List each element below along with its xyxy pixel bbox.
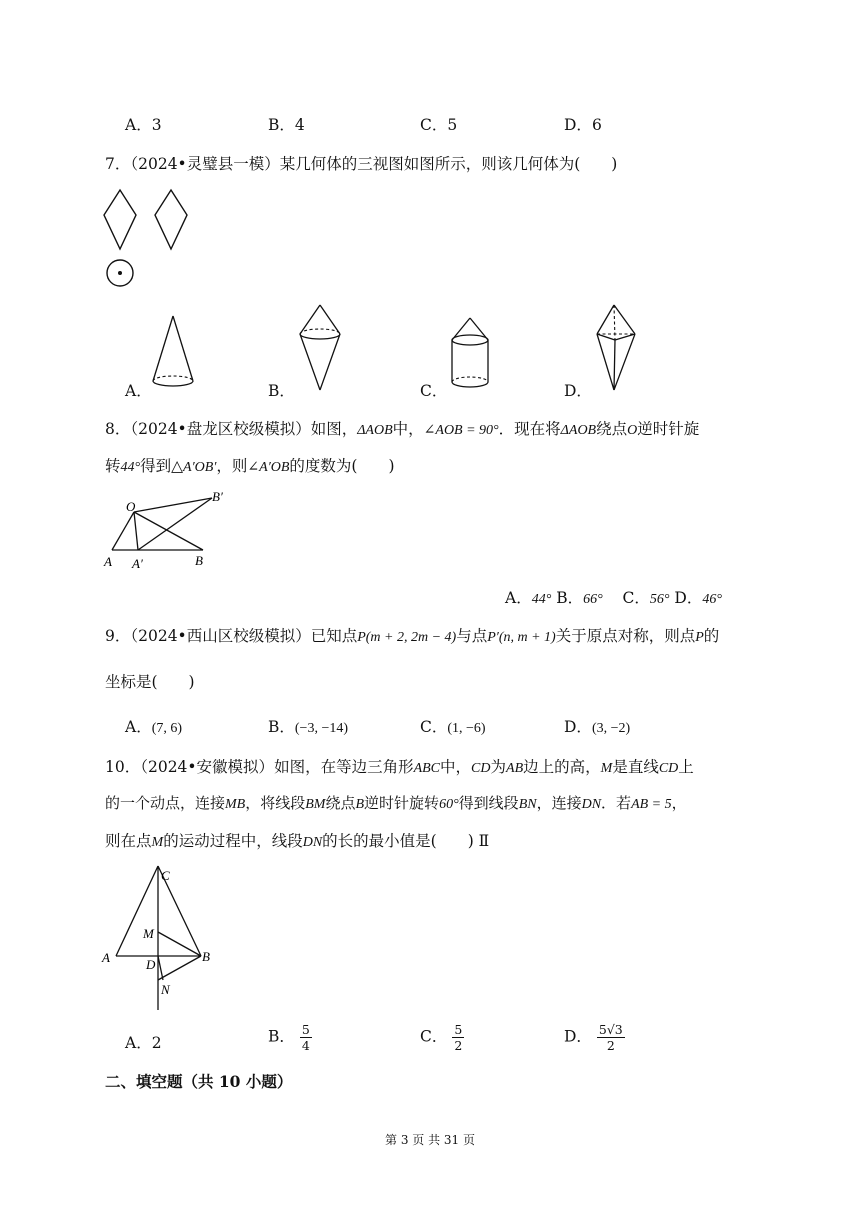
q10-option-d: D． $\frac{5√3}{2}$ xyxy=(564,1022,623,1053)
q8-triangle-figure xyxy=(100,490,240,575)
q10-label-m: M xyxy=(143,926,154,941)
q10-label-d: D xyxy=(146,957,156,972)
q8-question-line2: 转44°得到△A′OB′，则∠A′OB的度数为( ) xyxy=(105,457,395,475)
q7-option-c-cylinder-cone xyxy=(440,310,500,395)
q10-option-d-fraction: $\frac{5√3}{2}$ xyxy=(598,1022,623,1053)
q9-question-line2: 坐标是( ) xyxy=(105,673,195,691)
q8-label-b-prime: B′ xyxy=(212,489,223,504)
q10-question-line3: 则在点M的运动过程中，线段DN的长的最小值是( ) Ⅱ xyxy=(105,832,490,850)
q10-label-b: B xyxy=(202,949,210,964)
q9-option-c: C．(1, −6) xyxy=(420,718,486,736)
q10-question-line2: 的一个动点，连接MB，将线段BM绕点B逆时针旋转60°得到线段BN，连接DN．若AB = 5， xyxy=(105,794,687,812)
q10-option-b: B． $\frac{5}{4}$ xyxy=(268,1022,310,1053)
q10-option-c-fraction: $\frac{5}{2}$ xyxy=(454,1022,463,1053)
page-footer: 第 3 页 共 31 页 xyxy=(385,1133,475,1147)
q7-three-view-figure xyxy=(100,185,200,290)
section-heading: 二、填空题（共 10 小题） xyxy=(105,1072,293,1091)
q7-option-a-cone xyxy=(143,312,203,392)
q8-label-o: O xyxy=(126,499,136,514)
q7-option-c-label: C． xyxy=(420,382,448,400)
q7-option-a-label: A． xyxy=(125,382,152,400)
q8-question-line1: 8．（2024•盘龙区校级模拟）如图，ΔAOB中，∠AOB = 90°．现在将ΔAOB绕点O逆时针旋 xyxy=(105,420,700,438)
q10-label-c: C xyxy=(161,868,170,883)
q6-option-b: B．4 xyxy=(268,116,305,134)
q10-option-c: C． $\frac{5}{2}$ xyxy=(420,1022,463,1053)
q9-option-b: B．(−3, −14) xyxy=(268,718,349,736)
q7-option-b-double-cone xyxy=(290,300,350,395)
q9-option-a: A．(7, 6) xyxy=(125,718,183,736)
q8-label-a-prime: A′ xyxy=(132,556,143,571)
q7-question: 7．（2024•灵璧县一模）某几何体的三视图如图所示，则该几何体为( ) xyxy=(105,155,618,173)
q10-option-b-fraction: $\frac{5}{4}$ xyxy=(301,1022,310,1053)
q10-label-n: N xyxy=(161,982,170,997)
q8-options: A．44° B．66° C．56° D．46° xyxy=(505,589,722,607)
q10-label-a: A xyxy=(102,950,110,965)
q10-option-a: A．2 xyxy=(125,1034,162,1052)
q6-option-a: A．3 xyxy=(125,116,162,134)
q8-label-b: B xyxy=(195,553,203,568)
q7-option-d-label: D． xyxy=(564,382,592,400)
q10-question-line1: 10．（2024•安徽模拟）如图，在等边三角形ABC中，CD为AB边上的高，M是直线CD上 xyxy=(105,758,694,776)
q10-triangle-figure xyxy=(98,862,228,1012)
q7-option-b-label: B． xyxy=(268,382,295,400)
q9-option-d: D．(3, −2) xyxy=(564,718,631,736)
q6-option-c: C．5 xyxy=(420,116,458,134)
q6-option-d: D．6 xyxy=(564,116,602,134)
q9-question-line1: 9．（2024•西山区校级模拟）已知点P(m + 2, 2m − 4)与点P′(n, m + 1)关于原点对称，则点P的 xyxy=(105,627,720,645)
q8-label-a: A xyxy=(104,554,112,569)
q7-option-d-pyramid xyxy=(587,300,647,395)
